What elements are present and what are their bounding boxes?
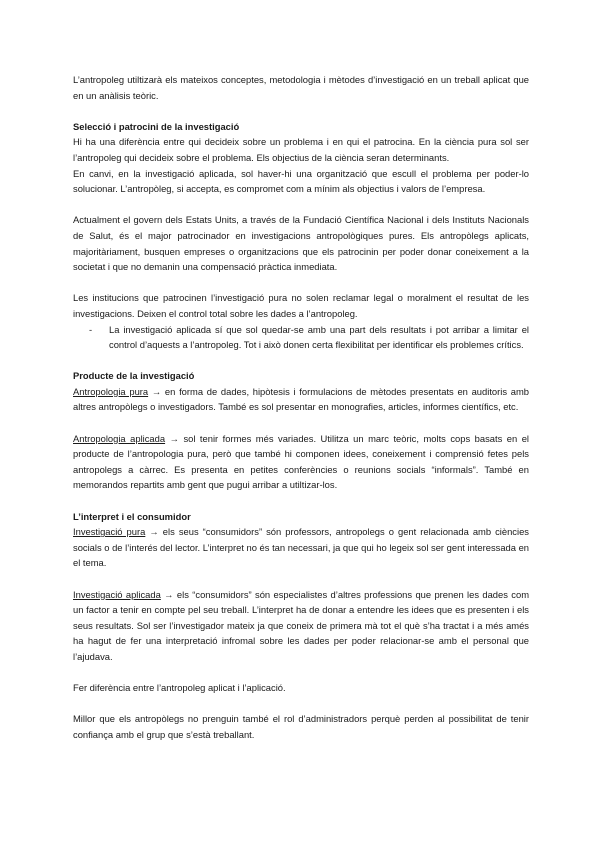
- term-investigacio-aplicada: Investigació aplicada: [73, 588, 161, 600]
- spacer: [73, 415, 529, 431]
- spacer: [73, 696, 529, 712]
- section-heading-seleccio: Selecció i patrocini de la investigació: [73, 120, 240, 132]
- term-investigacio-pura: Investigació pura: [73, 526, 146, 538]
- definition-text: → els seus “consumidors” són professors, antropolegs o gent relacionada amb ciències socials o de l’interés del lector. L’interpret no és tan necessari, ja que qui ho legeix sol ser gent interessada en el tema.: [73, 526, 529, 569]
- paragraph-antropologia-pura: [73, 384, 529, 415]
- paragraph-antropologia-aplicada: [73, 431, 529, 493]
- paragraph-institucions: Les institucions que patrocinen l’investigació pura no solen reclamar legal o moralment el resultat de les investigacions. Deixen el control total sobre les dades a l’antropoleg.: [73, 292, 529, 319]
- document-page: [73, 72, 529, 743]
- paragraph-millor: Millor que els antropòlegs no prenguin també el rol d’administradors perquè perden al possibilitat de tenir confiança amb el grup que s’està treballant.: [73, 713, 529, 740]
- spacer: [73, 275, 529, 291]
- paragraph-en-canvi: En canvi, en la investigació aplicada, sol haver-hi una organització que escull el problema per poder-lo solucionar. L’antropòleg, si accepta, es compromet com a mínim als objectius i valors de l’empresa.: [73, 167, 529, 195]
- list-item: [73, 322, 529, 353]
- spacer: [73, 103, 529, 119]
- paragraph-actualment: Actualment el govern dels Estats Units, a través de la Fundació Científica Nacional i dels Instituts Nacionals de Salut, és el major patrocinador en investigacions antropològiques pures. Els antropòlegs aplicats, majoritàriament, busquen empreses o organitzacions que els patrocinin per poder donar coneixement a la societat i que no demanin una compensació pràctica inmediata.: [73, 214, 529, 273]
- spacer: [73, 571, 529, 587]
- section-heading-interpret: L’interpret i el consumidor: [73, 510, 191, 522]
- section-heading-producte: Producte de la investigació: [73, 370, 195, 382]
- spacer: [73, 197, 529, 213]
- definition-text: → els “consumidors” són especialistes d’altres professions que prenen les dades com un factor a tenir en compte pel seu treball. L’interpret ha de donar a entendre les idees que es presenten i els seus resultats. Sol ser l’investigador mateix ja que coneix de primera mà tot el què s’ha tractat i a més amés ha hagut de fer una interpretació infromal sobre les dades per poder relacionar-se amb el personal que l’ajudava.: [73, 588, 529, 662]
- paragraph-fer-diferencia: Fer diferència entre l’antropoleg aplicat i l’aplicació.: [73, 682, 286, 694]
- paragraph-diferencia: Hi ha una diferència entre qui decideix sobre un problema i en qui el patrocina. En la ciència pura sol ser l’antropoleg qui decideix sobre el problema. Els objectius de la ciència seran determinants.: [73, 136, 529, 163]
- list-item-text: La investigació aplicada sí que sol quedar-se amb una part dels resultats i pot arribar a limitar el control d’aquests a l’antropoleg. Tot i això donen certa flexibilitat per identificar els problemes crítics.: [109, 323, 529, 351]
- term-antropologia-pura: Antropologia pura: [73, 385, 149, 397]
- definition-text: → sol tenir formes més variades. Utilitza un marc teòric, molts cops basats en el producte de l’antropologia pura, però que també hi componen idees, coneixement i comprensió fetes pels antropolegs a càrrec. Es presenta en petites conferències o reunions socials “informals”. També en memorandos repartits amb gent que pugui arribar a utiltizar-los.: [73, 432, 530, 491]
- bullet-dash: -: [89, 323, 93, 335]
- intro-paragraph: L’antropoleg utiltizarà els mateixos conceptes, metodologia i mètodes d’investigació en un treball aplicat que en un anàlisis teòric.: [73, 74, 529, 101]
- spacer: [73, 353, 529, 369]
- definition-text: → en forma de dades, hipòtesis i formulacions de mètodes presentats en auditoris amb altres antropòlegs o investigadors. També es sol presentar en monografies, articles, informes científics, etc.: [73, 385, 529, 413]
- spacer: [73, 493, 529, 509]
- term-antropologia-aplicada: Antropologia aplicada: [73, 432, 166, 444]
- spacer: [73, 665, 529, 681]
- paragraph-investigacio-pura: [73, 524, 529, 571]
- paragraph-investigacio-aplicada: [73, 587, 529, 665]
